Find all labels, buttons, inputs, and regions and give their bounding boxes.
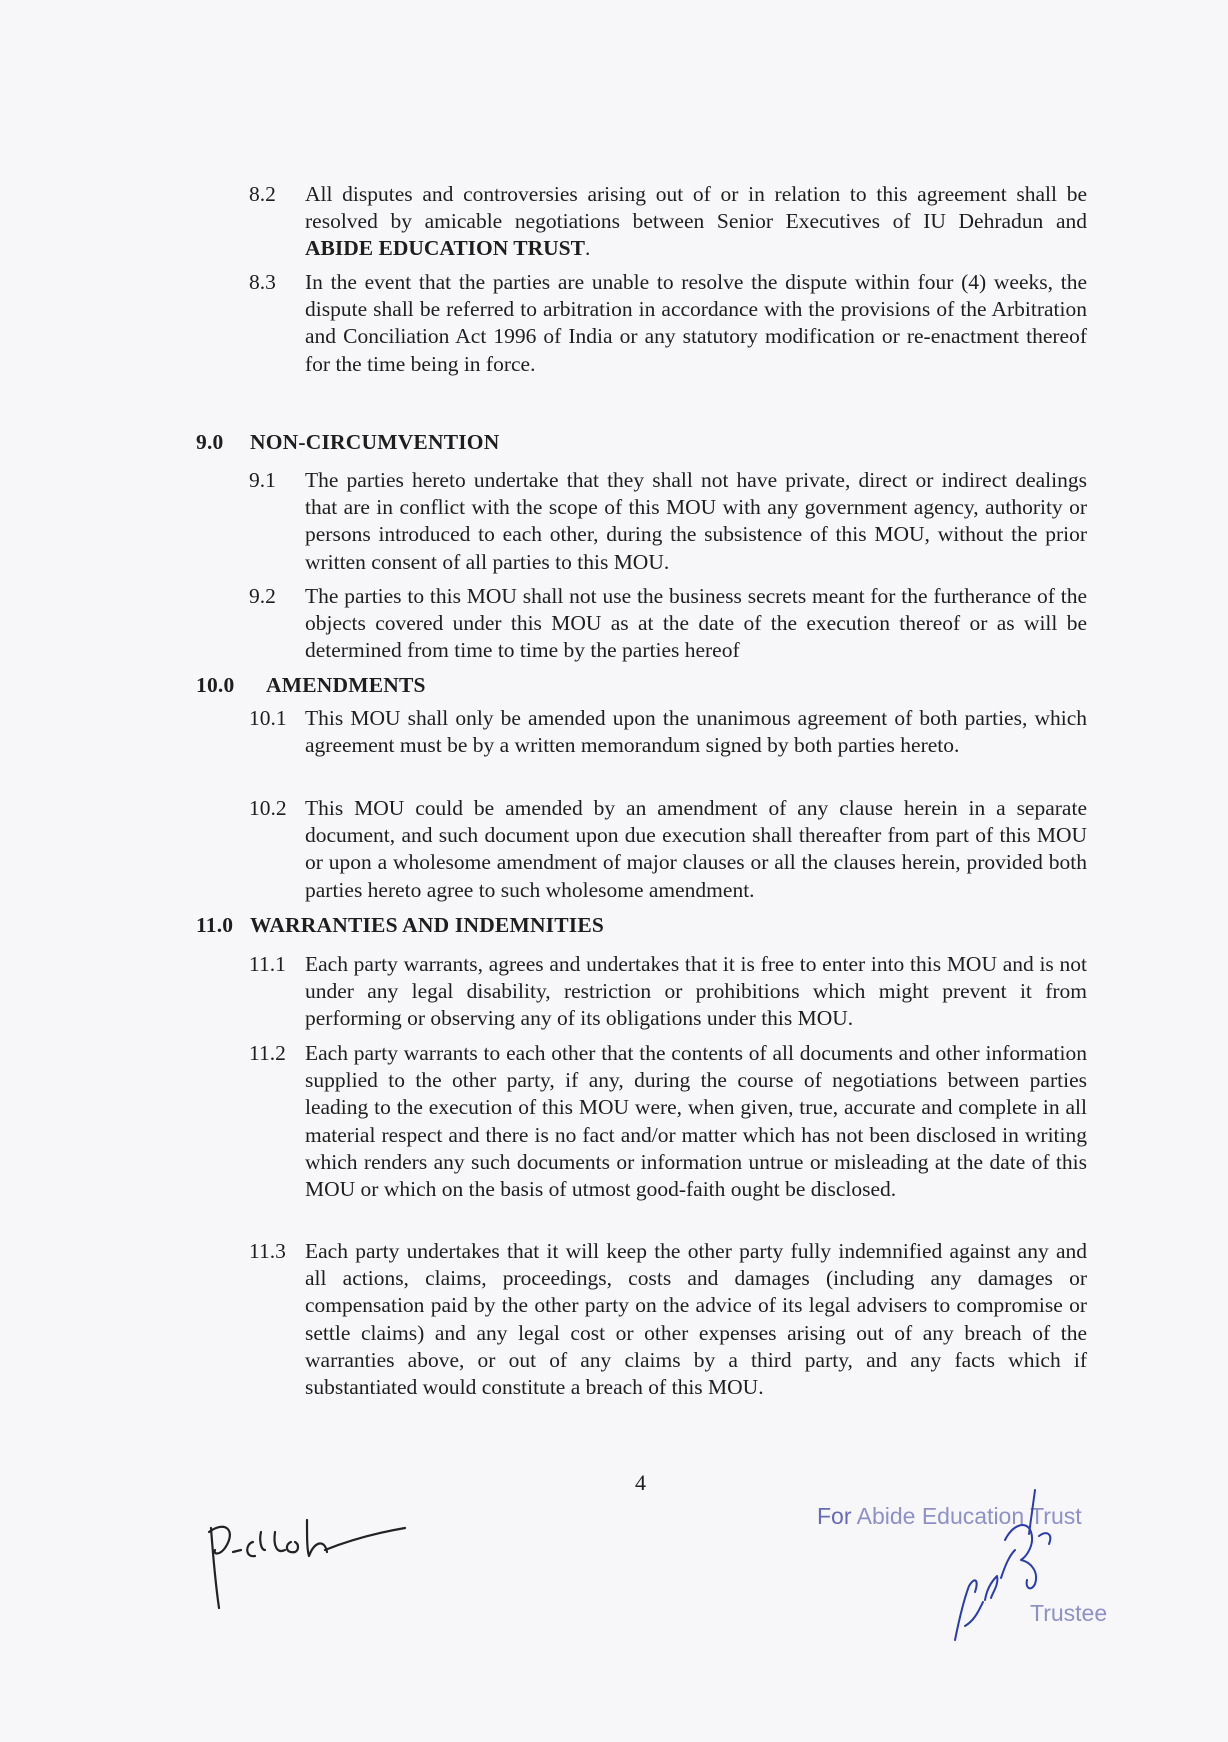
clause-text: The parties to this MOU shall not use the business secrets meant for the furtherance of the objects covered under this MOU as at the date of the execution thereof or as will be determined from time to time by the parties hereof (305, 584, 1087, 663)
heading-number: 9.0 (196, 430, 224, 454)
clause-number: 8.3 (249, 270, 276, 294)
clause-11-3 (249, 1238, 1087, 1401)
clause-number: 11.2 (249, 1041, 286, 1065)
clause-number: 8.2 (249, 182, 276, 206)
clause-text: Each party undertakes that it will keep the other party fully indemnified against any and all actions, claims, proceedings, costs and damages (including any damages or compensation paid by the other party on the advice of its legal advisers to compromise or settle claims) and any legal cost or other expenses arising out of any breach of the warranties above, or out of any claims by a third party, and any facts which if substantiated would constitute a breach of this MOU. (305, 1239, 1087, 1400)
clause-number: 9.1 (249, 468, 276, 492)
heading-title: WARRANTIES AND INDEMNITIES (250, 913, 605, 937)
clause-11-2 (249, 1040, 1087, 1203)
clause-number: 10.2 (249, 796, 287, 820)
clause-text: All disputes and controversies arising out of or in relation to this agreement shall be resolved by amicable negotiations between Senior Executives of IU Dehradun and ABIDE EDUCATION TRUST. (305, 182, 1087, 261)
clause-11-1 (249, 951, 1087, 1033)
clause-number: 10.1 (249, 706, 287, 730)
clause-text: This MOU shall only be amended upon the unanimous agreement of both parties, which agreement must be by a written memorandum signed by both parties hereto. (305, 706, 1087, 758)
clause-number: 11.3 (249, 1239, 286, 1263)
clause-text: Each party warrants to each other that the contents of all documents and other information supplied to the other party, if any, during the course of negotiations between parties leading to the execution of this MOU were, when given, true, accurate and complete in all material respect and there is no fact and/or matter which has not been disclosed in writing which renders any such documents or information untrue or misleading at the date of this MOU or which on the basis of utmost good-faith ought be disclosed. (305, 1041, 1087, 1202)
heading-title: AMENDMENTS (266, 673, 426, 697)
left-signature-icon (195, 1510, 415, 1620)
clause-8-3 (249, 269, 1087, 378)
page-number: 4 (635, 1470, 646, 1495)
clause-number: 9.2 (249, 584, 276, 608)
clause-text: In the event that the parties are unable to resolve the dispute within four (4) weeks, the dispute shall be referred to arbitration in accordance with the provisions of the Arbitration and Conciliation Act 1996 of India or any statutory modification or re-enactment thereof for the time being in force. (305, 270, 1087, 376)
clause-text: The parties hereto undertake that they shall not have private, direct or indirect dealings that are in conflict with the scope of this MOU with any government agency, authority or persons introduced to each other, during the subsistence of this MOU, without the prior written consent of all parties to this MOU. (305, 468, 1087, 574)
clause-10-1 (249, 705, 1087, 759)
heading-number: 10.0 (196, 673, 235, 697)
section-heading-11 (196, 912, 604, 939)
clause-9-1 (249, 467, 1087, 576)
clause-text: Each party warrants, agrees and undertakes that it is free to enter into this MOU and is not under any legal disability, restriction or prohibitions which might prevent it from performing or observing any of its obligations under this MOU. (305, 952, 1087, 1031)
heading-number: 11.0 (196, 913, 234, 937)
section-heading-10 (196, 672, 426, 699)
clause-8-2 (249, 181, 1087, 263)
trust-name: ABIDE EDUCATION TRUST (305, 236, 585, 261)
clause-number: 11.1 (249, 952, 286, 976)
clause-10-2 (249, 795, 1087, 904)
heading-title: NON-CIRCUMVENTION (250, 430, 500, 454)
trust-stamp-line2: Trustee (1030, 1600, 1108, 1626)
trust-stamp-line1: For Abide Education Trust (817, 1503, 1082, 1529)
section-heading-9 (196, 429, 499, 456)
clause-9-2 (249, 583, 1087, 665)
trustee-signature-icon (935, 1480, 1075, 1650)
clause-text: This MOU could be amended by an amendment of any clause herein in a separate document, and such document upon due execution shall thereafter from part of this MOU or upon a wholesome amendment of major clauses or all the clauses herein, provided both parties hereto agree to such wholesome amendment. (305, 796, 1087, 902)
